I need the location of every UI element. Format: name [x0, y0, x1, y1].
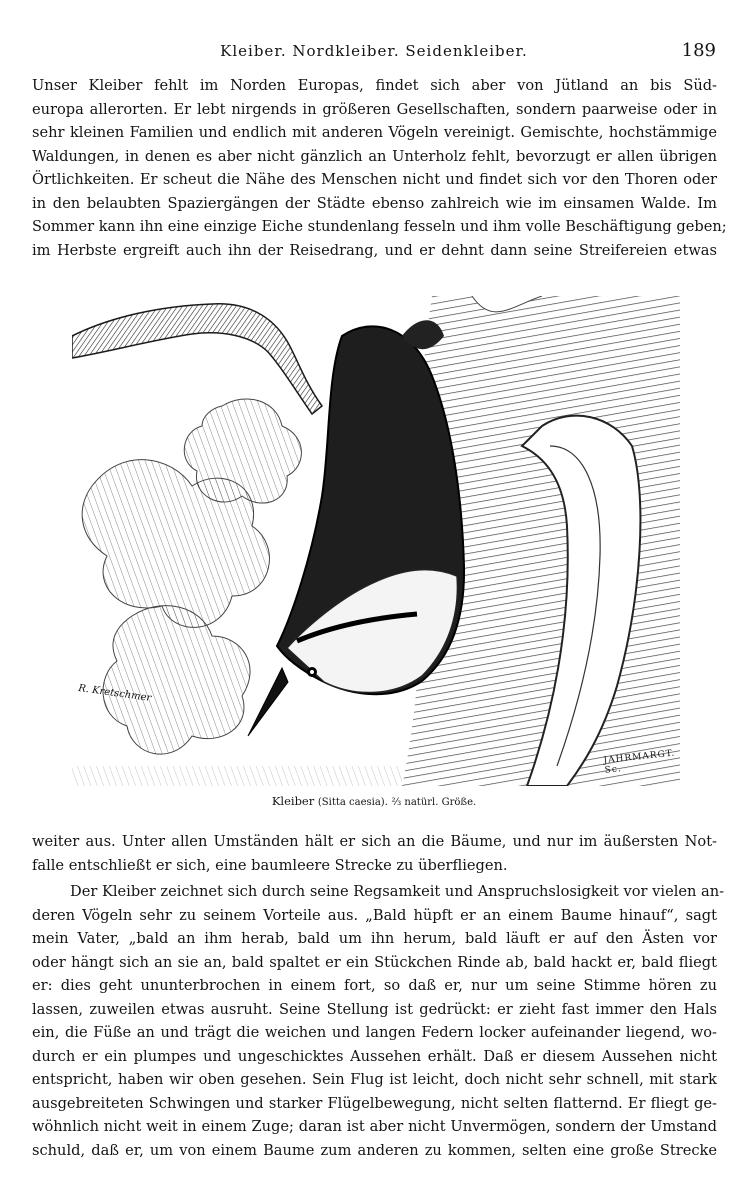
engraving-drawing [72, 296, 680, 786]
text-line: falle entschließt er sich, eine baumleere Strecke zu überfliegen. [32, 856, 508, 874]
text-line: ausgebreiteten Schwingen und starker Flügelbewegung, nicht selten flatternd. Er fliegt ge- [32, 1094, 717, 1112]
text-line: Unser Kleiber fehlt im Norden Europas, findet sich aber von Jütland an bis Süd- [32, 77, 717, 94]
page-header [32, 40, 716, 70]
text-line: Sommer kann ihn eine einzige Eiche stundenlang fesseln und ihm volle Beschäftigung geben; [32, 218, 727, 235]
paragraph-3 [32, 880, 725, 1162]
caption-name: Kleiber [271, 794, 315, 808]
caption-latin: (Sitta caesia). [317, 797, 388, 808]
paragraph-1 [32, 74, 727, 262]
text-line: wöhnlich nicht weit in einem Zuge; daran ist aber nicht Unvermögen, sondern der Umstand [32, 1118, 717, 1135]
text-line: entspricht, haben wir oben gesehen. Sein Flug ist leicht, doch nicht sehr schnell, mit stark [32, 1071, 717, 1088]
caption-size: ⅔ natürl. Größe. [391, 797, 477, 808]
text-line: ein, die Füße an und trägt die weichen und langen Federn locker aufeinander liegend, wo- [32, 1024, 717, 1041]
text-line: lassen, zuweilen etwas ausruht. Seine Stellung ist gedrückt: er zieht fast immer den Hals [32, 1000, 717, 1018]
text-line: in den belaubten Spaziergängen der Städte ebenso zahlreich wie im einsamen Walde. Im [32, 194, 717, 212]
text-line: Örtlichkeiten. Er scheut die Nähe des Menschen nicht und findet sich vor den Thoren oder [32, 171, 717, 188]
paragraph-2 [32, 830, 717, 877]
text-line: sehr kleinen Familien und endlich mit anderen Vögeln vereinigt. Gemischte, hochstämmige [32, 124, 717, 141]
text-line: mein Vater, „bald an ihm herab, bald um ihn herum, bald läuft er auf den Ästen vor [32, 930, 717, 947]
text-line: im Herbste ergreift auch ihn der Reisedrang, und er dehnt dann seine Streifereien etwas [32, 241, 717, 259]
text-line: Der Kleiber zeichnet sich durch seine Regsamkeit und Anspruchslosigkeit vor vielen an- [70, 883, 725, 900]
text-line: weiter aus. Unter allen Umständen hält er sich an die Bäume, und nur im äußersten Not- [32, 833, 717, 850]
text-line: Waldungen, in denen es aber nicht gänzlich an Unterholz fehlt, bevorzugt er allen übrigen [32, 147, 717, 165]
nuthatch-illustration [72, 296, 680, 786]
signature-left: R. Kretschmer [77, 682, 152, 705]
text-line: er: dies geht ununterbrochen in einem fort, so daß er, nur um seine Stimme hören zu [32, 977, 717, 994]
text-line: oder hängt sich an sie an, bald spaltet er ein Stückchen Rinde ab, bald hackt er, bald fliegt [32, 953, 717, 971]
figure-caption [0, 794, 748, 808]
text-line: europa allerorten. Er lebt nirgends in größeren Gesellschaften, sondern paarweise oder in [32, 100, 717, 118]
text-line: deren Vögeln sehr zu seinem Vorteile aus. „Bald hüpft er an einem Baume hinauf“, sagt [32, 906, 717, 924]
signature-right: JAHRMARGT. Sc. [603, 748, 676, 776]
page-number: 189 [681, 40, 716, 61]
running-title: Kleiber. Nordkleiber. Seidenkleiber. [220, 42, 528, 60]
text-line: durch er ein plumpes und ungeschicktes Aussehen erhält. Daß er diesem Aussehen nicht [32, 1047, 717, 1065]
text-line: schuld, daß er, um von einem Baume zum anderen zu kommen, selten eine große Strecke [32, 1141, 717, 1159]
